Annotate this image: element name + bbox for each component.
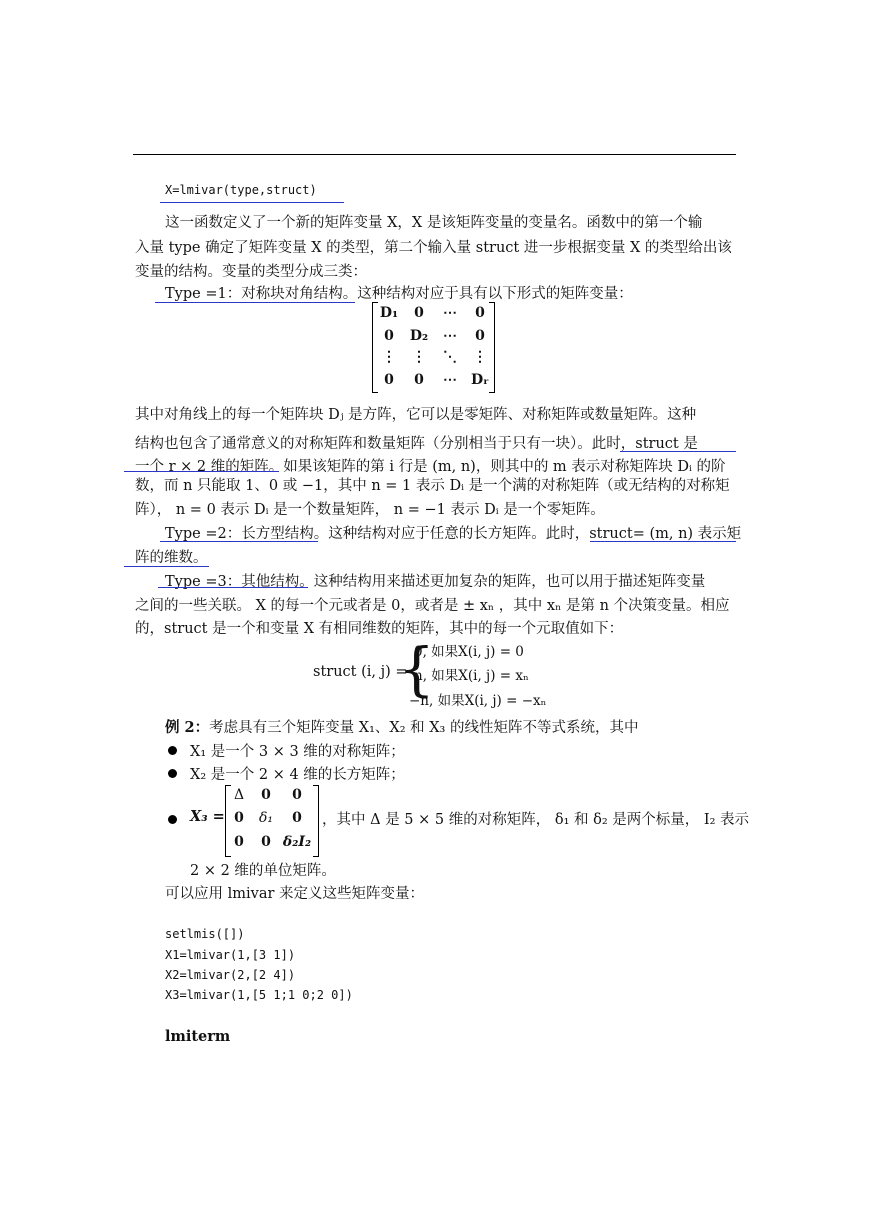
type1-line-2: 结构也包含了通常意义的对称矩阵和数量矩阵（分别相当于只有一块）。此时，struct 是 (135, 436, 698, 452)
pen-underline (155, 302, 355, 303)
code-line: setlmis([]) (165, 927, 245, 941)
matrix-cell: 0 (292, 787, 302, 803)
struct-case: n, 如果X(i, j) = xₙ (414, 668, 529, 684)
pen-underline (124, 471, 279, 472)
matrix-cell: 0 (475, 328, 485, 344)
matrix-cell: ⋮ (412, 349, 426, 365)
matrix-cell: 0 (234, 810, 244, 826)
pen-underline (158, 587, 308, 588)
type1-line-1: 其中对角线上的每一个矩阵块 Dⱼ 是方阵，它可以是零矩阵、对称矩阵或数量矩阵。这种 (135, 407, 697, 423)
matrix-cell: 0 (475, 305, 485, 321)
define-line: 可以应用 lmivar 来定义这些矩阵变量： (165, 886, 425, 902)
type1-line (165, 282, 633, 303)
matrix-cell: D₁ (379, 305, 399, 321)
struct-case: −n, 如果X(i, j) = −xₙ (409, 693, 547, 709)
pen-underline (124, 566, 209, 567)
header-rule (133, 154, 736, 155)
type1-line-3: 一个 r × 2 维的矩阵。如果该矩阵的第 i 行是 (m, n)，则其中的 m 表示对称矩阵块 Dᵢ 的阶 (135, 459, 726, 475)
matrix-cell: 0 (261, 787, 271, 803)
matrix-cell: 0 (234, 834, 244, 850)
matrix-cell: 0 (292, 810, 302, 826)
matrix-cell: δ₂I₂ (282, 834, 312, 850)
x3-lhs: X₃ = (190, 808, 225, 825)
matrix-cell: 0 (384, 372, 394, 388)
x3-text: ，其中 Δ 是 5 × 5 维的对称矩阵， δ₁ 和 δ₂ 是两个标量， I₂ 表示 (322, 812, 750, 828)
example-line (165, 716, 638, 737)
section-heading: lmiterm (165, 1028, 231, 1045)
intro-line-2: 入量 type 确定了矩阵变量 X 的类型，第二个输入量 struct 进一步根据变量 X 的类型给出该 (135, 240, 732, 256)
matrix-cell: Dᵣ (471, 372, 489, 388)
matrix-cell: ⋯ (443, 328, 457, 344)
type1-line-5: 阵）， n = 0 表示 Dᵢ 是一个数量矩阵， n = −1 表示 Dᵢ 是一个零矩阵。 (135, 502, 605, 518)
struct-case: 0, 如果X(i, j) = 0 (414, 644, 524, 660)
example-label: 例 2： (165, 719, 210, 736)
code-header: X=lmivar(type,struct) (165, 183, 317, 197)
matrix-cell: 0 (414, 305, 424, 321)
type1-heading: Type =1：对称块对角结构。 (165, 286, 358, 302)
matrix-cell: ⋯ (443, 305, 457, 321)
code-line: X3=lmivar(1,[5 1;1 0;2 0]) (165, 988, 353, 1002)
brace-icon: { (398, 635, 435, 703)
intro-line-3: 变量的结构。变量的类型分成三类： (135, 264, 367, 280)
type2-line-2: 阵的维数。 (135, 550, 208, 566)
type3-line-2: 之间的一些关联。 X 的每一个元或者是 0，或者是 ± xₙ ，其中 xₙ 是第 n 个决策变量。相应 (135, 598, 730, 614)
matrix-cell: Δ (233, 787, 245, 803)
pen-underline (160, 541, 318, 542)
matrix-cell: 0 (384, 328, 394, 344)
type3-line-3: 的，struct 是一个和变量 X 有相同维数的矩阵，其中的每一个元取值如下： (135, 621, 624, 637)
bullet-icon (168, 746, 177, 755)
matrix-cell: ⋯ (443, 372, 457, 388)
matrix-cell: 0 (261, 834, 271, 850)
code-line: X2=lmivar(2,[2 4]) (165, 968, 296, 982)
type1-text: 这种结构对应于具有以下形式的矩阵变量： (357, 286, 633, 302)
bullet-icon (168, 815, 177, 824)
example-text: 考虑具有三个矩阵变量 X₁、X₂ 和 X₃ 的线性矩阵不等式系统，其中 (209, 720, 639, 736)
matrix-cell: ⋱ (443, 349, 457, 365)
matrix-cell: 0 (414, 372, 424, 388)
type2-line-1: Type =2：长方型结构。这种结构对应于任意的长方矩阵。此时，struct= (m, n) 表示矩 (165, 526, 742, 542)
matrix-cell: ⋮ (382, 349, 396, 365)
pen-underline (160, 202, 344, 203)
intro-line-1: 这一函数定义了一个新的矩阵变量 X，X 是该矩阵变量的变量名。函数中的第一个输 (165, 215, 703, 231)
pen-underline (590, 541, 736, 542)
code-line: X1=lmivar(1,[3 1]) (165, 948, 296, 962)
bullet-item: X₂ 是一个 2 × 4 维的长方矩阵； (190, 767, 405, 783)
type3-line-1: Type =3：其他结构。这种结构用来描述更加复杂的矩阵，也可以用于描述矩阵变量 (165, 574, 706, 590)
matrix-cell: δ₁ (258, 810, 274, 826)
bullet-item: X₁ 是一个 3 × 3 维的对称矩阵； (190, 744, 405, 760)
type1-line-4: 数，而 n 只能取 1、0 或 −1，其中 n = 1 表示 Dᵢ 是一个满的对称矩阵（或无结构的对称矩 (135, 478, 730, 494)
x3-tail: 2 × 2 维的单位矩阵。 (190, 863, 336, 879)
matrix-cell: D₂ (409, 328, 429, 344)
struct-lhs: struct (i, j) = (313, 664, 408, 680)
matrix-cell: ⋮ (473, 349, 487, 365)
pen-underline (620, 451, 736, 452)
bullet-icon (168, 769, 177, 778)
